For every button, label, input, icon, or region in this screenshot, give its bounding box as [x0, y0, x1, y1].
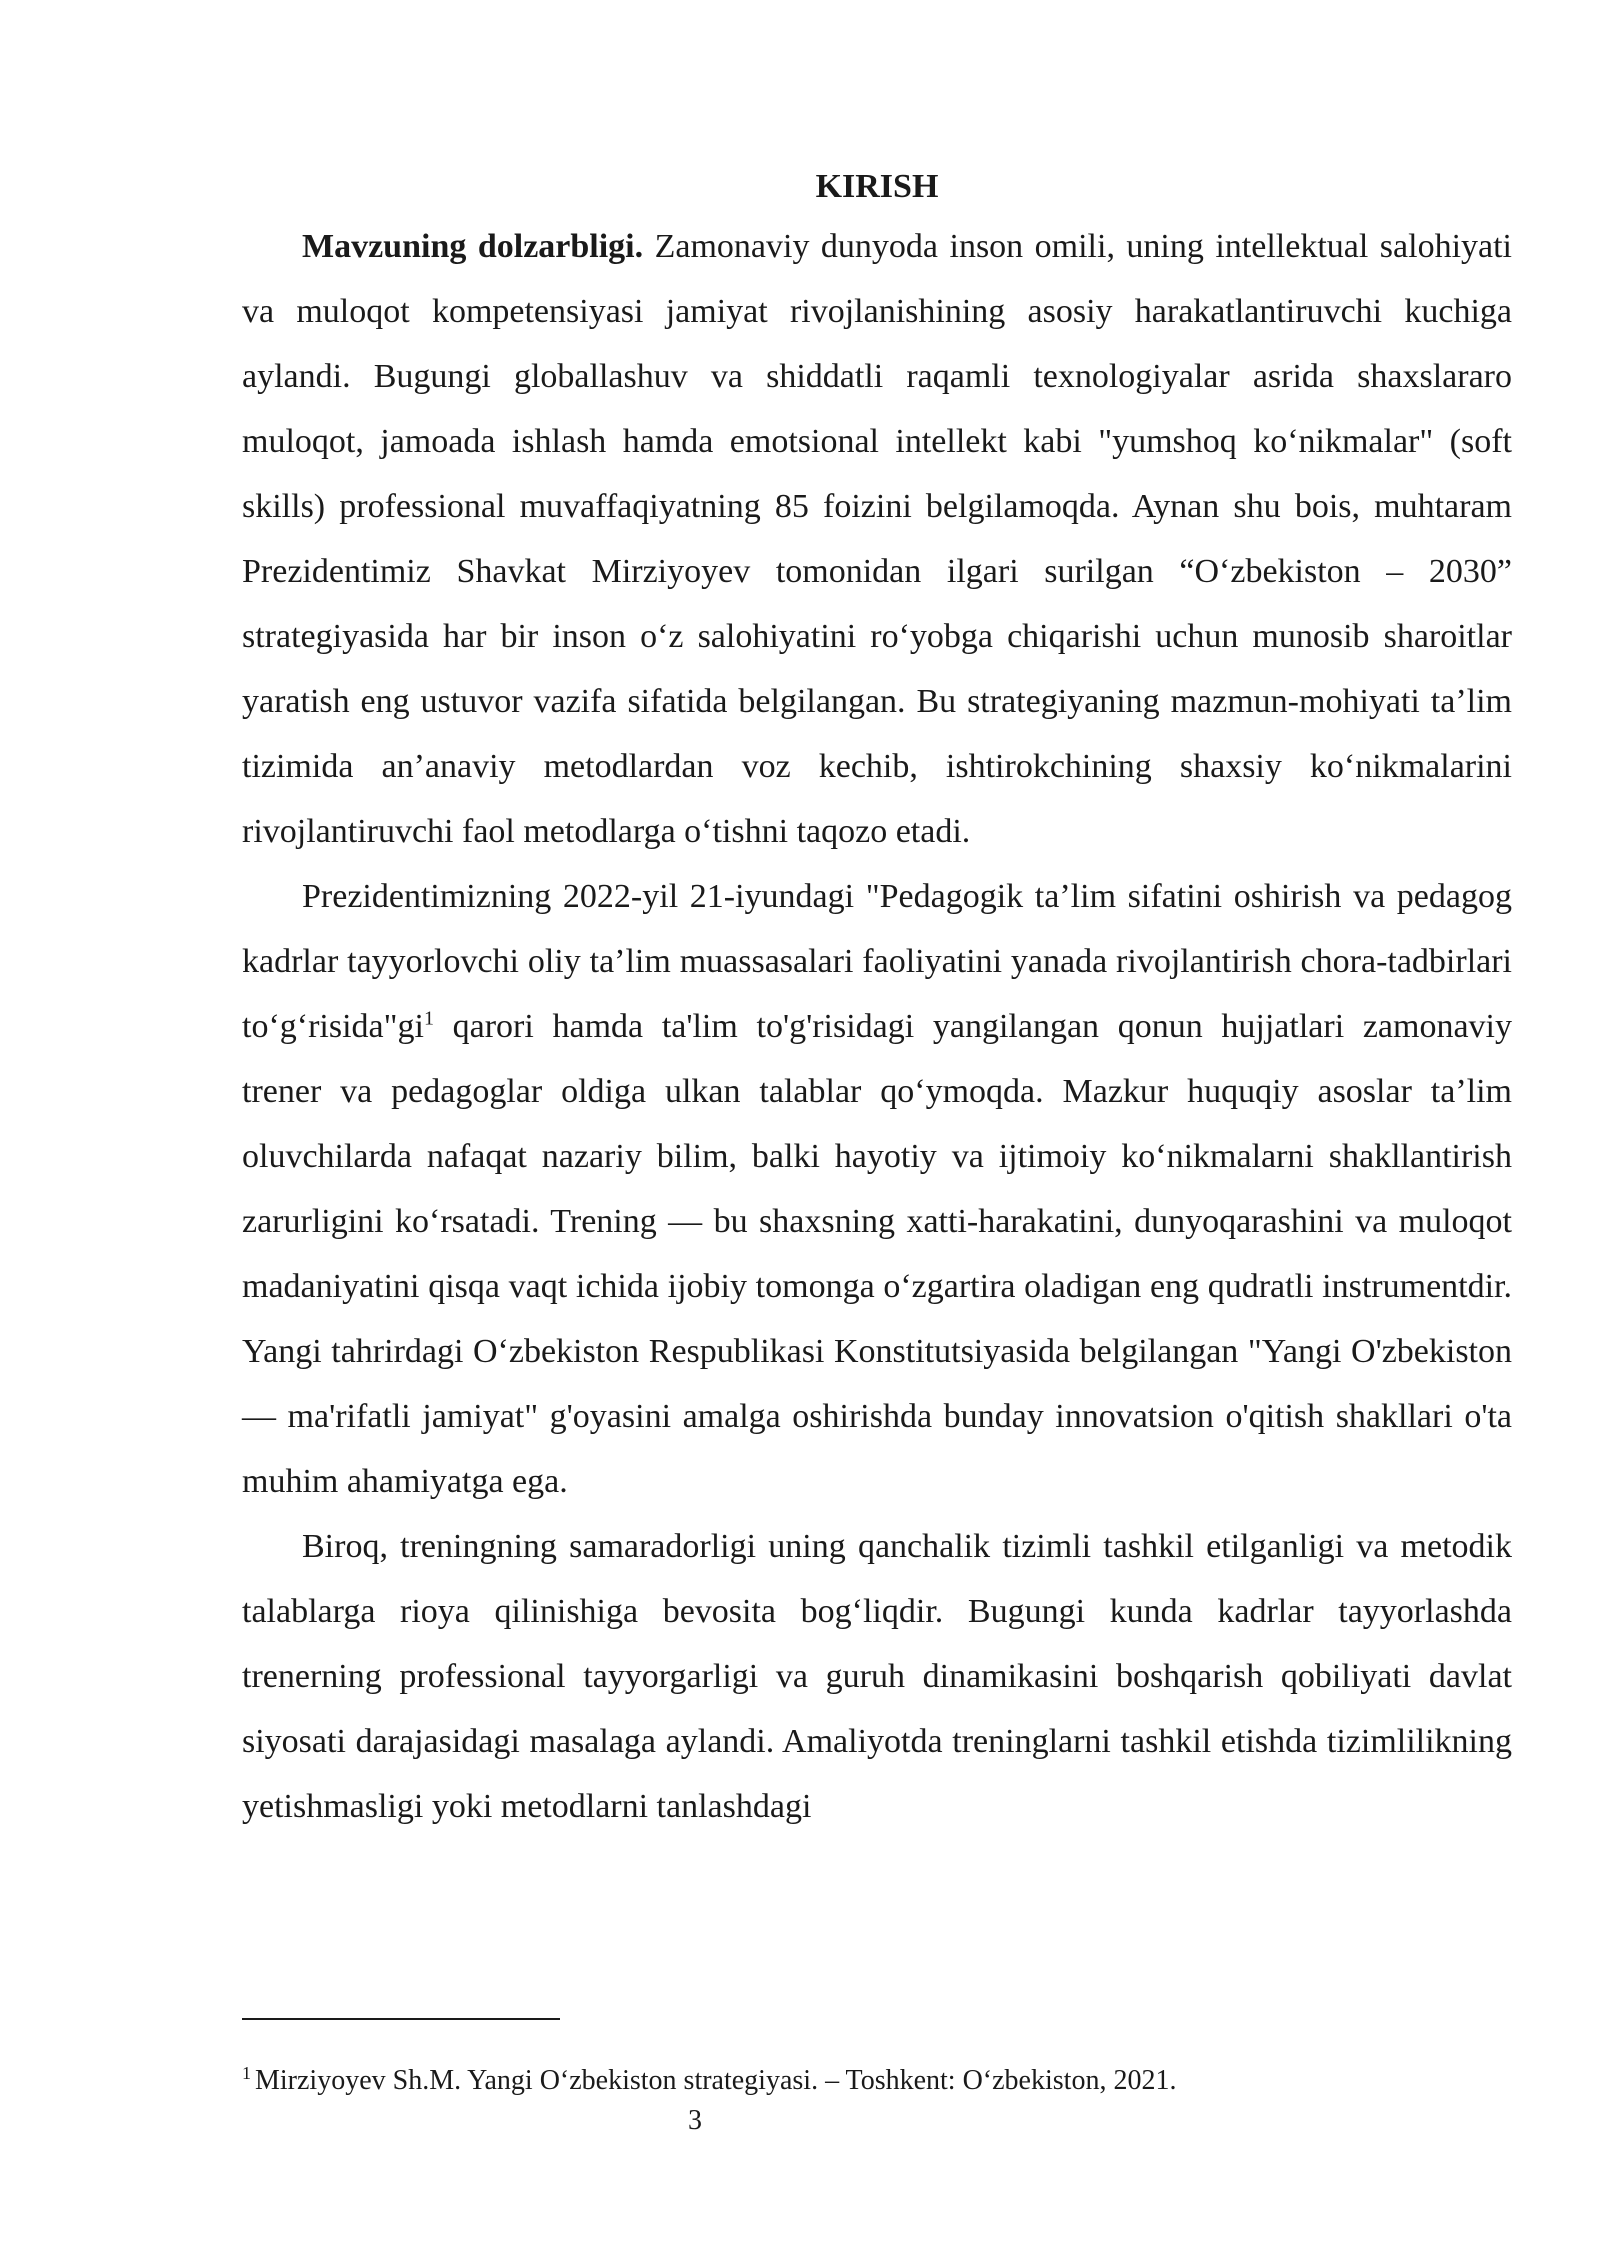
document-body	[242, 160, 1512, 1839]
paragraph-text: Zamonaviy dunyoda inson omili, uning intellektual salohiyati va muloqot kompetensiyasi jamiyat rivojlanishining asosiy harakatlantiruvchi kuchiga aylandi. Bugungi globallashuv va shiddatli raqamli texnologiyalar asrida shaxslararo muloqot, jamoada ishlash hamda emotsional intellekt kabi "yumshoq ko‘nikmalar" (soft skills) professional muvaffaqiyatning 85 foizini belgilamoqda. Aynan shu bois, muhtaram Prezidentimiz Shavkat Mirziyoyev tomonidan ilgari surilgan “O‘zbekiston – 2030” strategiyasida har bir inson o‘z salohiyatini ro‘yobga chiqarishi uchun munosib sharoitlar yaratish eng ustuvor vazifa sifatida belgilangan. Bu strategiyaning mazmun-mohiyati ta’lim tizimida an’anaviy metodlardan voz kechib, ishtirokchining shaxsiy ko‘nikmalarini rivojlantiruvchi faol metodlarga o‘tishni taqozo etadi.	[242, 228, 1512, 850]
footnote-text: Mirziyoyev Sh.M. Yangi O‘zbekiston strategiyasi. – Toshkent: O‘zbekiston, 2021.	[255, 2065, 1177, 2096]
footnote-reference[interactable]: 1	[423, 1007, 434, 1030]
paragraph-text: Biroq, treningning samaradorligi uning qanchalik tizimli tashkil etilganligi va metodik talablarga rioya qilinishiga bevosita bog‘liqdir. Bugungi kunda kadrlar tayyorlashda trenerning professional tayyorgarligi va guruh dinamikasini boshqarish qobiliyati davlat siyosati darajasidagi masalaga aylandi. Amaliyotda treninglarni tashkil etishda tizimlilikning yetishmasligi yoki metodlarni tanlashdagi	[242, 1528, 1512, 1825]
paragraph-training-effectiveness	[242, 1514, 1512, 1839]
paragraph-lead-heading: Mavzuning dolzarbligi.	[302, 228, 644, 265]
paragraph-relevance	[242, 214, 1512, 864]
page-title: KIRISH	[815, 168, 939, 205]
paragraph-text-after-ref: qarori hamda ta'lim to'g'risidagi yangilangan qonun hujjatlari zamonaviy trener va pedagoglar oldiga ulkan talablar qo‘ymoqda. Mazkur huquqiy asoslar ta’lim oluvchilarda nafaqat nazariy bilim, balki hayotiy va ijtimoiy ko‘nikmalarni shakllantirish zarurligini ko‘rsatadi. Trening — bu shaxsning xatti-harakatini, dunyoqarashini va muloqot madaniyatini qisqa vaqt ichida ijobiy tomonga o‘zgartira oladigan eng qudratli instrumentdir. Yangi tahrirdagi O‘zbekiston Respublikasi Konstitutsiyasida belgilangan "Yangi O'zbekiston — ma'rifatli jamiyat" g'oyasini amalga oshirishda bunday innovatsion o'qitish shakllari o'ta muhim ahamiyatga ega.	[242, 1008, 1512, 1500]
footnote-number: 1	[242, 2062, 251, 2083]
paragraph-presidential-decree	[242, 864, 1512, 1514]
footnote-divider	[242, 2018, 560, 2020]
footnote	[242, 2064, 1512, 2098]
page-number: 3	[688, 2105, 702, 2136]
paragraph-text-before-ref: Prezidentimizning 2022-yil 21-iyundagi "Pedagogik ta’lim sifatini oshirish va pedagog kadrlar tayyorlovchi oliy ta’lim muassasalari faoliyatini yanada rivojlantirish chora-tadbirlari to‘g‘risida"gi	[242, 878, 1512, 1045]
